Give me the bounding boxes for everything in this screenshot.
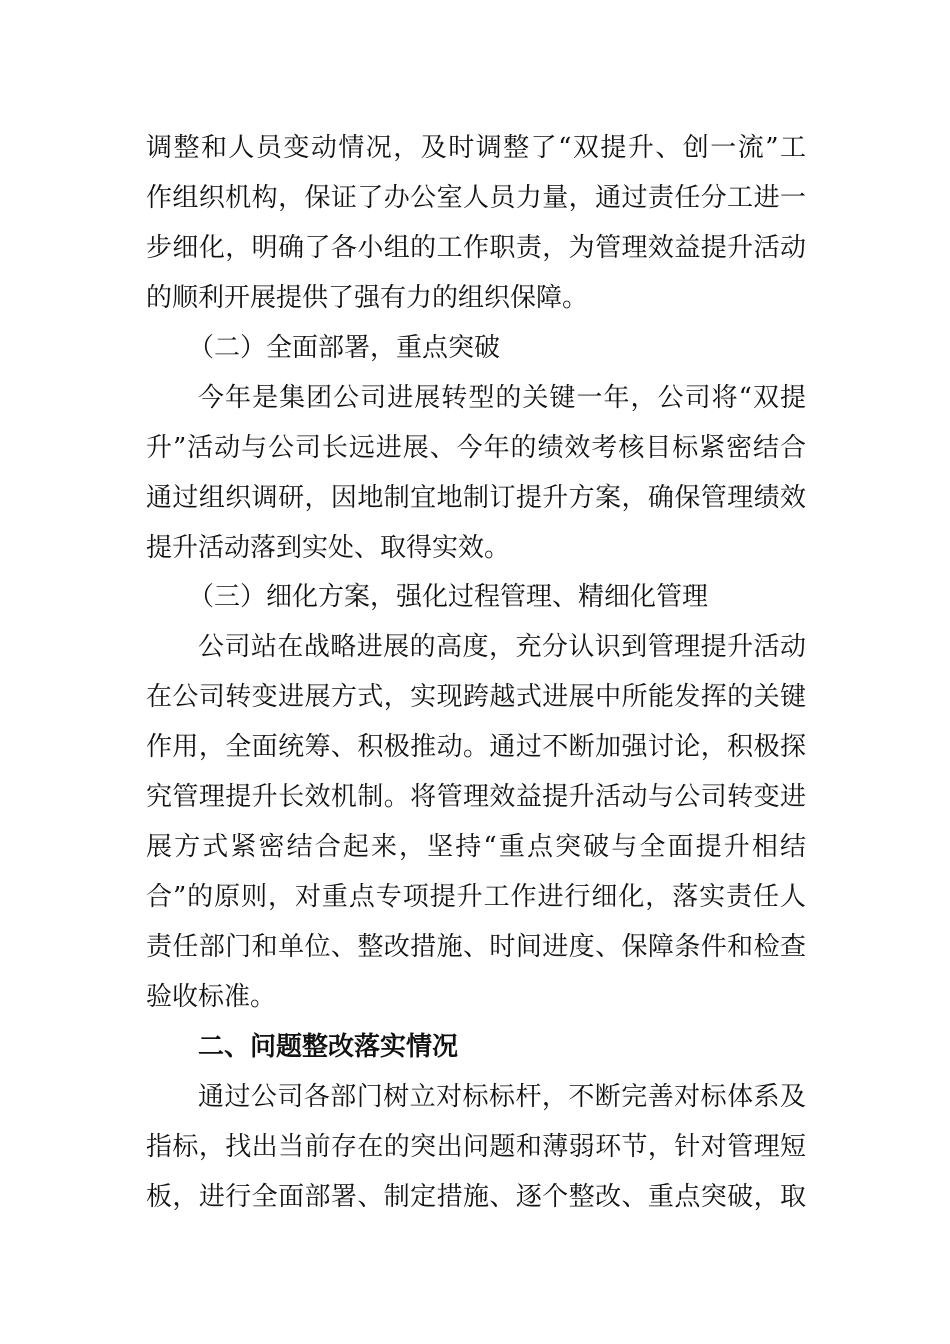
body-text-line: 验收标准。 bbox=[146, 982, 277, 1012]
section-heading: 二、问题整改落实情况 bbox=[198, 1032, 459, 1062]
body-text-line: 公司站在战略进展的高度，充分认识到管理提升活动 bbox=[198, 632, 806, 662]
body-text-line: 在公司转变进展方式，实现跨越式进展中所能发挥的关键 bbox=[146, 682, 806, 712]
body-text-line: 指标，找出当前存在的突出问题和薄弱环节，针对管理短 bbox=[146, 1132, 806, 1162]
body-text-line: 板，进行全面部署、制定措施、逐个整改、重点突破，取 bbox=[146, 1182, 806, 1212]
subheading-two: （二）全面部署，重点突破 bbox=[188, 333, 501, 363]
body-text-line: 作组织机构，保证了办公室人员力量，通过责任分工进一 bbox=[146, 183, 806, 213]
body-text-line: 调整和人员变动情况，及时调整了“双提升、创一流”工 bbox=[146, 133, 806, 163]
body-text-line: 升”活动与公司长远进展、今年的绩效考核目标紧密结合 bbox=[146, 433, 806, 463]
body-text-line: 通过公司各部门树立对标标杆，不断完善对标体系及 bbox=[198, 1082, 806, 1112]
body-text-line: 的顺利开展提供了强有力的组织保障。 bbox=[146, 283, 589, 313]
body-text-line: 合”的原则，对重点专项提升工作进行细化，落实责任人 bbox=[146, 882, 806, 912]
body-text-line: 责任部门和单位、整改措施、时间进度、保障条件和检查 bbox=[146, 932, 806, 962]
body-text-line: 提升活动落到实处、取得实效。 bbox=[146, 533, 511, 563]
body-text-line: 今年是集团公司进展转型的关键一年，公司将“双提 bbox=[198, 383, 806, 413]
body-text-line: 通过组织调研，因地制宜地制订提升方案，确保管理绩效 bbox=[146, 483, 806, 513]
body-text-line: 作用，全面统筹、积极推动。通过不断加强讨论，积极探 bbox=[146, 732, 806, 762]
body-text-line: 究管理提升长效机制。将管理效益提升活动与公司转变进 bbox=[146, 782, 806, 812]
subheading-three: （三）细化方案，强化过程管理、精细化管理 bbox=[188, 582, 709, 612]
body-text-line: 展方式紧密结合起来，坚持“重点突破与全面提升相结 bbox=[146, 832, 806, 862]
body-text-line: 步细化，明确了各小组的工作职责，为管理效益提升活动 bbox=[146, 233, 806, 263]
